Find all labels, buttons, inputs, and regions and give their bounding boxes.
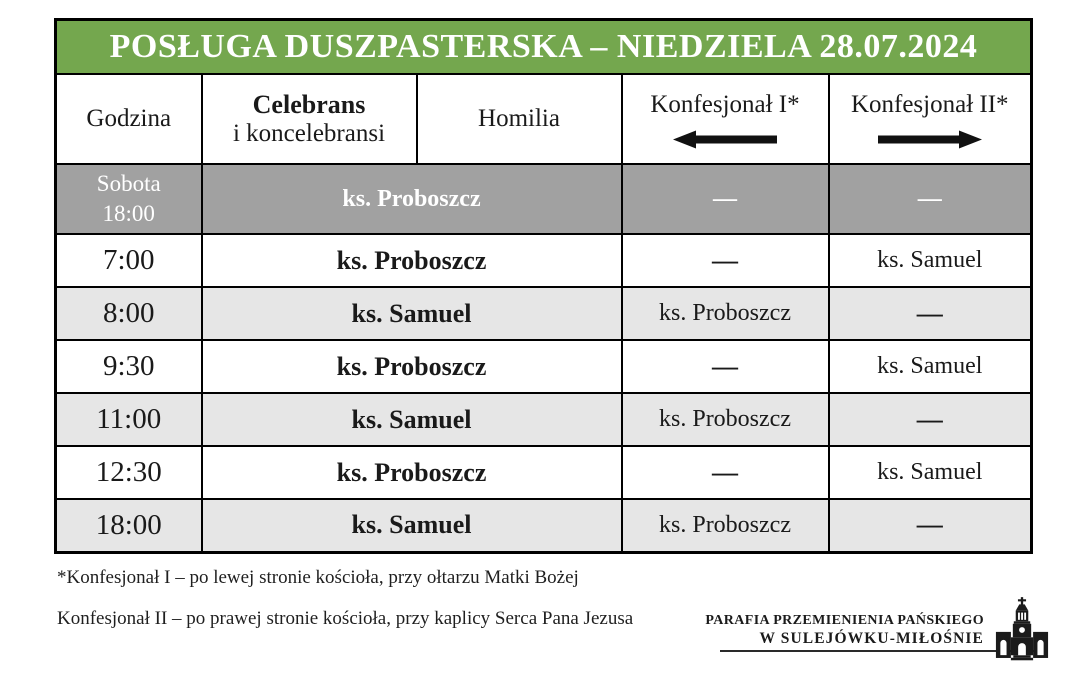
page-title: POSŁUGA DUSZPASTERSKA – NIEDZIELA 28.07.2024 [56,20,1032,75]
schedule-table [54,18,1033,554]
time-cell: 8:00 [56,287,202,340]
arrow-left-icon [623,130,828,149]
celebrant-cell: ks. Proboszcz [202,234,622,287]
time-cell: Sobota 18:00 [56,164,202,234]
celebrant-cell: ks. Proboszcz [202,164,622,234]
konfesjonal-1-cell: — [622,340,829,393]
logo-text [705,612,984,649]
konfesjonal-1-cell: — [622,164,829,234]
table-row-saturday [56,164,1032,234]
column-header-konfesjonal-1: Konfesjonał I* [622,74,829,164]
konfesjonal-2-cell: — [829,393,1032,446]
konfesjonal-1-cell: ks. Proboszcz [622,499,829,552]
konfesjonal-2-cell: — [829,499,1032,552]
table-row [56,393,1032,446]
konfesjonal-2-cell: ks. Samuel [829,234,1032,287]
column-header-celebrans [202,74,417,164]
footnotes [57,568,633,650]
title-row [56,20,1032,75]
table-row [56,446,1032,499]
time-cell: 12:30 [56,446,202,499]
konfesjonal-1-cell: — [622,234,829,287]
footnote-konfesjonal-2: Konfesjonał II – po prawej stronie kościoła, przy kaplicy Serca Pana Jezusa [57,607,634,629]
parish-name-line2: W SULEJÓWKU-MIŁOŚNIE [759,630,984,648]
celebrant-cell: ks. Proboszcz [202,446,622,499]
celebrant-cell: ks. Samuel [202,287,622,340]
arrow-right-icon [830,130,1031,149]
table-row [56,234,1032,287]
column-header-celebrans-main: Celebrans [252,89,366,119]
konfesjonal-2-cell: — [829,287,1032,340]
celebrant-cell: ks. Samuel [202,393,622,446]
konfesjonal-1-cell: ks. Proboszcz [622,287,829,340]
celebrant-cell: ks. Proboszcz [202,340,622,393]
konfesjonal-2-cell: ks. Samuel [829,446,1032,499]
time-cell: 18:00 [56,499,202,552]
konfesjonal-2-cell: ks. Samuel [829,340,1032,393]
parish-name-line1: PARAFIA PRZEMIENIENIA PAŃSKIEGO [705,612,984,628]
column-header-konfesjonal-2: Konfesjonał II* [829,74,1032,164]
time-cell: 11:00 [56,393,202,446]
footnote-konfesjonal-1: *Konfesjonał I – po lewej stronie kościoła, przy ołtarzu Matki Bożej [57,567,579,588]
table-row [56,287,1032,340]
time-cell: 9:30 [56,340,202,393]
column-header-celebrans-sub: i koncelebransi [232,119,386,147]
church-icon [994,596,1050,662]
konfesjonal-2-cell: — [829,164,1032,234]
table-row [56,340,1032,393]
konfesjonal-1-cell: ks. Proboszcz [622,393,829,446]
column-header-homilia: Homilia [417,74,622,164]
celebrant-cell: ks. Samuel [202,499,622,552]
parish-logo [705,594,1050,662]
column-header-godzina: Godzina [56,74,202,164]
time-cell: 7:00 [56,234,202,287]
konfesjonal-1-cell: — [622,446,829,499]
table-row [56,499,1032,552]
header-row [56,74,1032,164]
